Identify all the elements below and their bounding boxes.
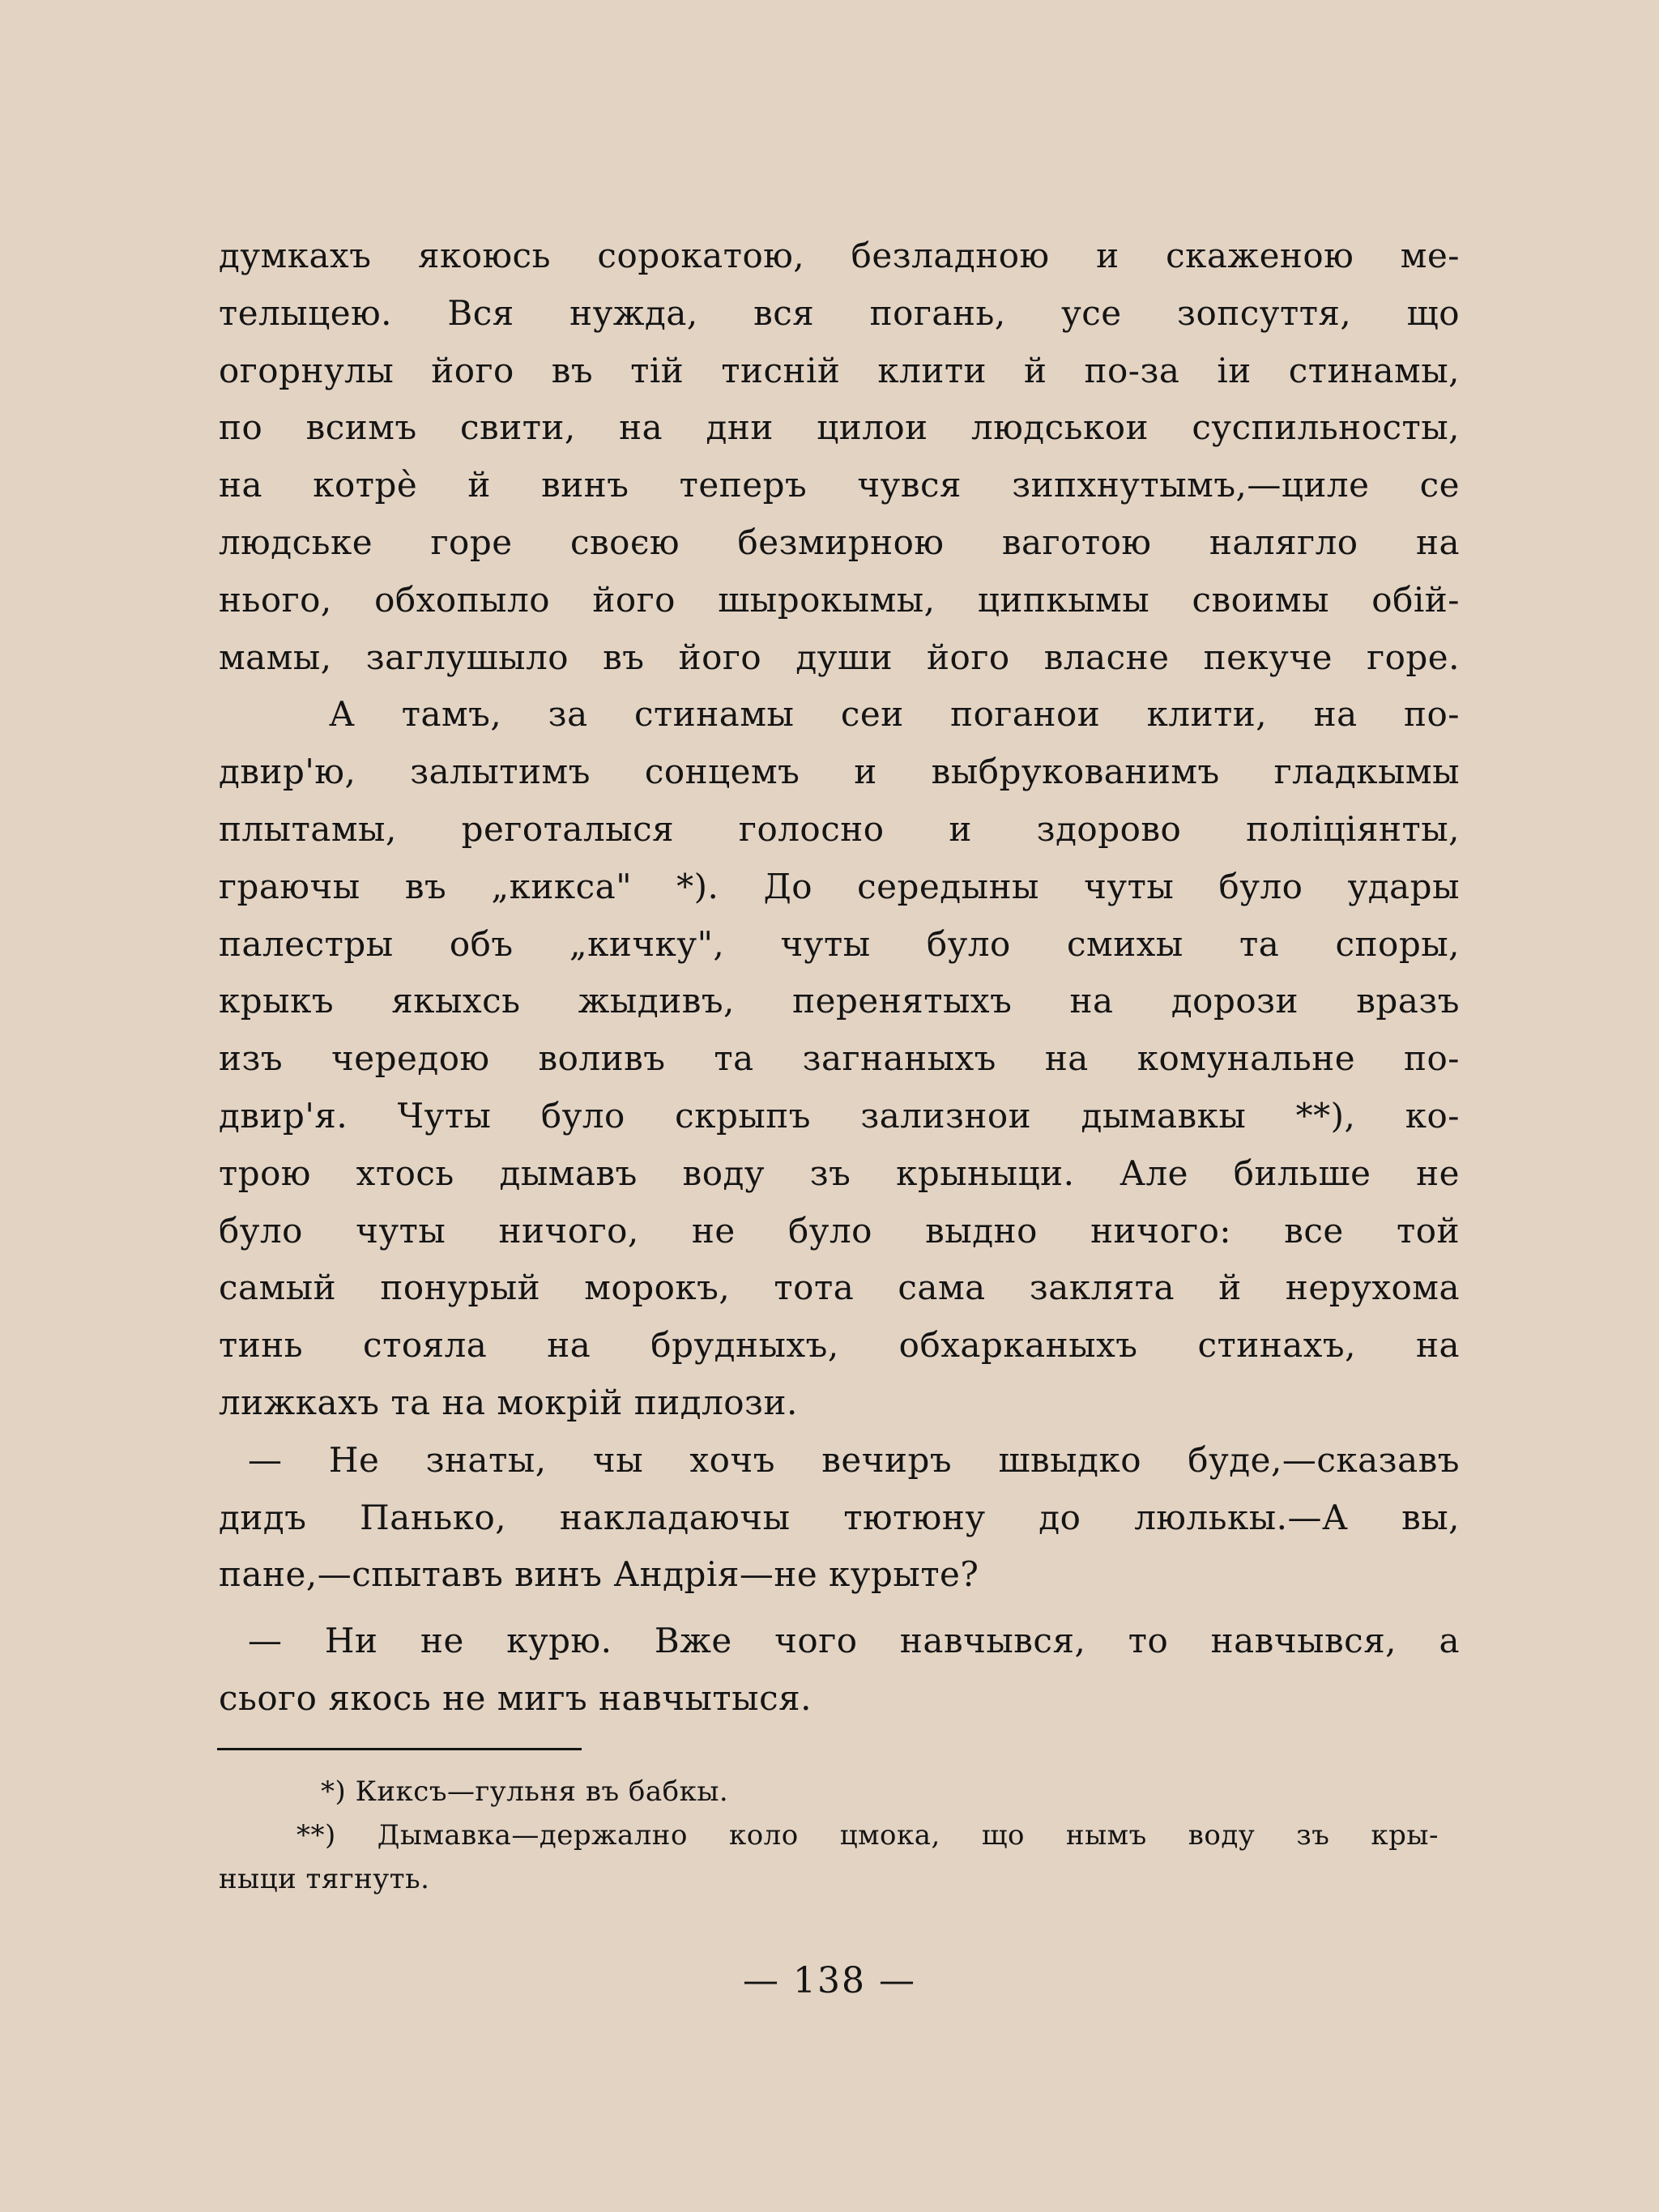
text-line: тинь стояла на брудныхъ, обхарканыхъ стинахъ, на <box>219 1325 1460 1365</box>
text-line: людське горе своєю безмирною ваготою налягло на <box>219 522 1460 562</box>
text-line: по всимъ свити, на дни цилои людськои суспильносты, <box>219 407 1460 447</box>
text-line: палестры объ „кичку", чуты було смихы та споры, <box>219 924 1460 964</box>
dialogue-line: — Ни не курю. Вже чого навчывся, то навчывся, а <box>248 1621 1460 1660</box>
text-line: крыкъ якыхсь жыдивъ, перенятыхъ на дорози вразъ <box>219 981 1460 1021</box>
paragraph-first-line: А тамъ, за стинамы сеи поганои клити, на по- <box>329 694 1460 734</box>
text-line: було чуты ничого, не було выдно ничого: все той <box>219 1211 1460 1251</box>
text-line: нього, обхопыло його шырокымы, ципкымы своимы обій- <box>219 580 1460 620</box>
text-line: сього якось не мигъ навчытыся. <box>219 1678 812 1718</box>
text-line: плытамы, реготалыся голосно и здорово поліціянты, <box>219 809 1460 849</box>
text-line: телыцею. Вся нужда, вся погань, усе зопсуття, що <box>219 293 1460 333</box>
text-line: трою хтось дымавъ воду зъ крыныци. Але бильше не <box>219 1153 1460 1193</box>
text-line: самый понурый морокъ, тота сама заклята й нерухома <box>219 1268 1460 1307</box>
text-line: изъ чередою воливъ та загнаныхъ на комунальне по- <box>219 1038 1460 1078</box>
page-number: — 138 — <box>743 1960 916 2001</box>
text-line: граючы въ „кикса" *). До середыны чуты було удары <box>219 867 1460 906</box>
text-line: двир'ю, залытимъ сонцемъ и выбрукованимъ гладкымы <box>219 752 1460 791</box>
text-line: думкахъ якоюсь сорокатою, безладною и скаженою ме- <box>219 236 1460 275</box>
text-line: на котрѐ й винъ теперъ чувся зипхнутымъ,—циле се <box>219 465 1460 505</box>
footnote-continuation: ныци тягнуть. <box>219 1863 430 1895</box>
text-line: дидъ Панько, накладаючы тютюну до люлькы.—А вы, <box>219 1498 1460 1537</box>
text-line: мамы, заглушыло въ його души його власне пекуче горе. <box>219 637 1460 677</box>
text-line: лижкахъ та на мокрій пидлози. <box>219 1383 798 1422</box>
text-line: огорнулы його въ тій тисній клити й по-за іи стинамы, <box>219 351 1460 390</box>
footnote-separator <box>217 1748 582 1750</box>
text-line: пане,—спытавъ винъ Андрія—не курыте? <box>219 1554 979 1594</box>
footnote: *) Киксъ—гульня въ бабкы. <box>321 1775 729 1808</box>
footnote: **) Дымавка—держално коло цмока, що нымъ воду зъ кры- <box>296 1819 1439 1852</box>
dialogue-line: — Не знаты, чы хочъ вечиръ швыдко буде,—сказавъ <box>248 1440 1460 1480</box>
text-line: двир'я. Чуты було скрыпъ зализнои дымавкы **), ко- <box>219 1096 1460 1136</box>
